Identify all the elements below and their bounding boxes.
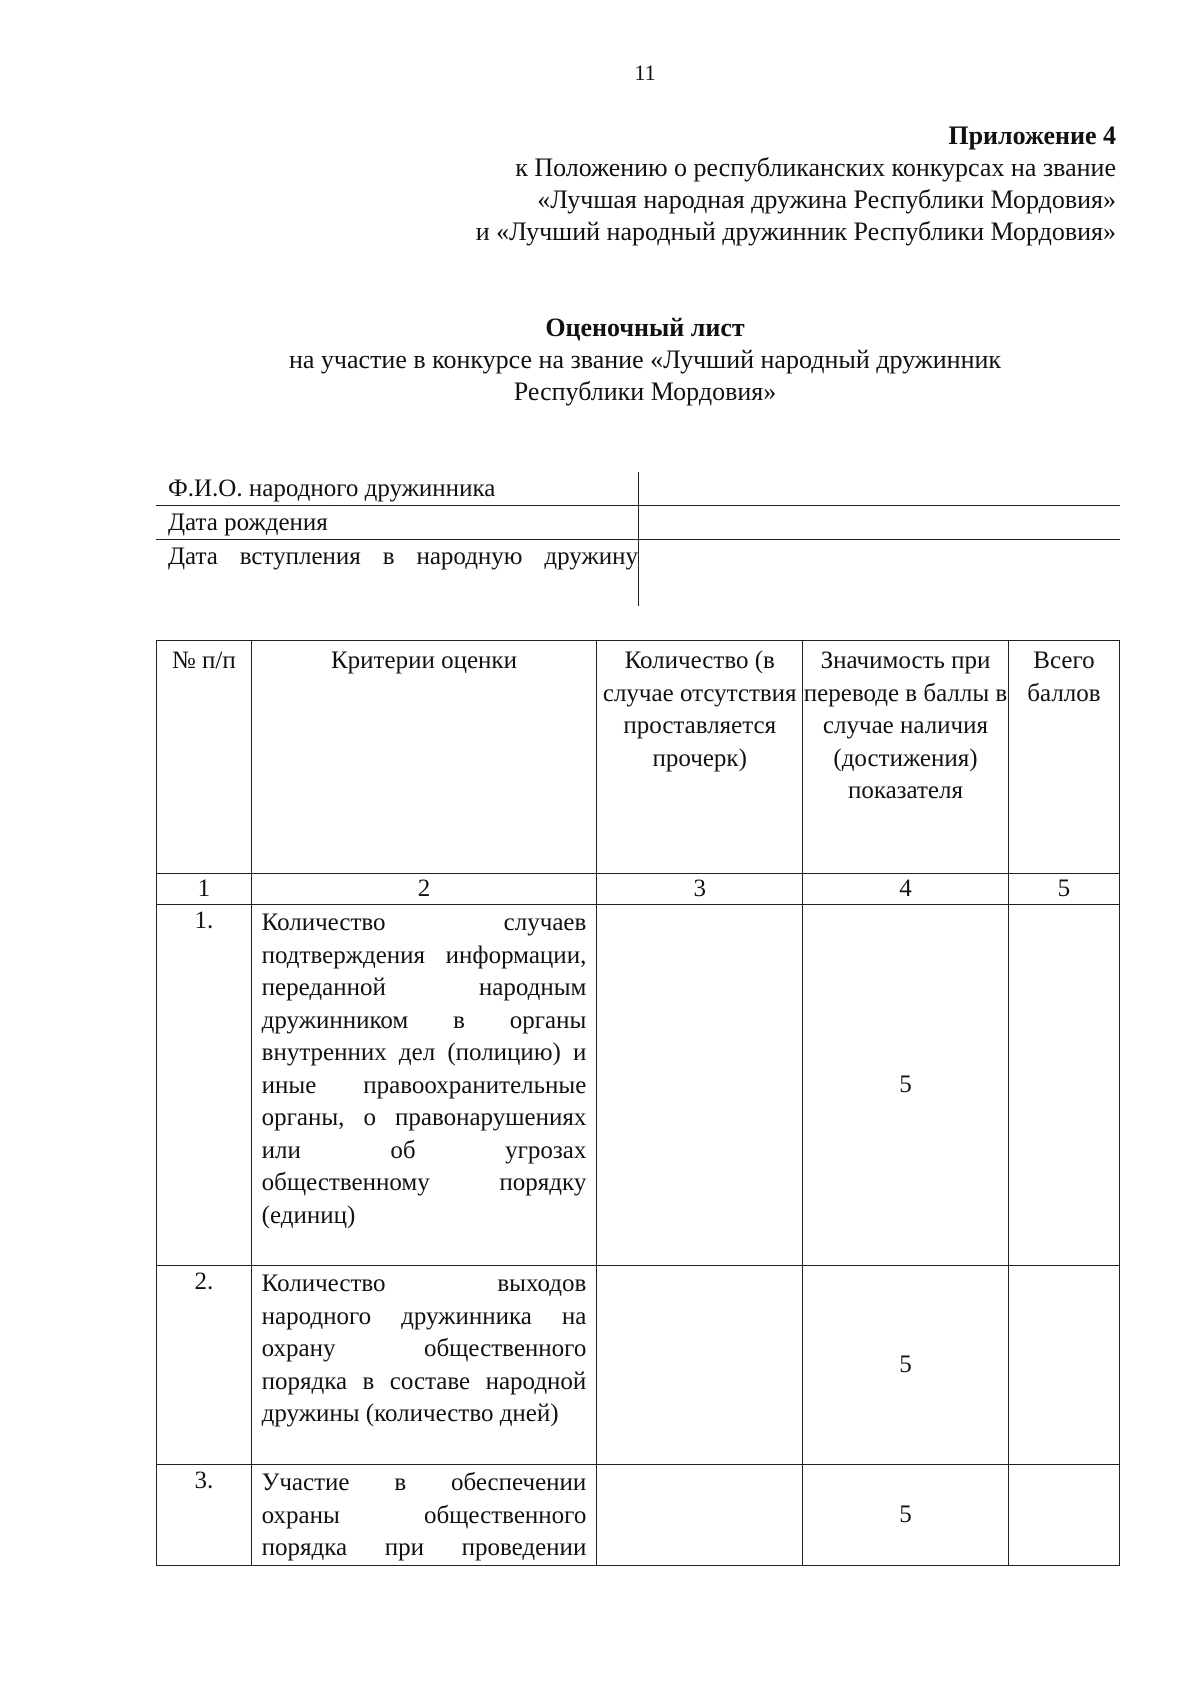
header-cell-quantity: Количество (в случае отсутствия проставляется прочерк) <box>597 641 803 874</box>
row-number: 2. <box>157 1266 252 1465</box>
total-cell[interactable] <box>1008 1266 1119 1465</box>
row-number: 1. <box>157 905 252 1266</box>
page-number: 11 <box>634 60 656 85</box>
info-value-field[interactable] <box>639 472 1121 506</box>
column-number: 5 <box>1008 874 1119 905</box>
quantity-cell[interactable] <box>597 1266 803 1465</box>
info-label: Ф.И.О. народного дружинника <box>156 472 639 506</box>
row-number: 3. <box>157 1465 252 1566</box>
column-number: 2 <box>251 874 597 905</box>
evaluation-sheet-heading <box>0 312 1200 408</box>
appendix-title: Приложение 4 <box>948 121 1116 150</box>
criterion-text: Участие в обеспечении охраны общественного порядка при проведении <box>251 1465 597 1566</box>
info-row-birthdate <box>156 506 1120 540</box>
quantity-cell[interactable] <box>597 1465 803 1566</box>
weight-cell: 5 <box>803 1266 1009 1465</box>
column-number: 3 <box>597 874 803 905</box>
criterion-text: Количество выходов народного дружинника на охрану общественного порядка в составе народной дружины (количество дней) <box>251 1266 597 1465</box>
table-row <box>157 905 1120 1266</box>
header-cell-number: № п/п <box>157 641 252 874</box>
participant-info-table <box>156 472 1120 606</box>
quantity-cell[interactable] <box>597 905 803 1266</box>
weight-cell: 5 <box>803 905 1009 1266</box>
weight-cell: 5 <box>803 1465 1009 1566</box>
column-number: 1 <box>157 874 252 905</box>
info-value-field[interactable] <box>639 540 1121 607</box>
sheet-title: Оценочный лист <box>545 313 745 342</box>
info-label: Дата рождения <box>156 506 639 540</box>
header-cell-weight: Значимость при переводе в баллы в случае наличия (достижения) показателя <box>803 641 1009 874</box>
criterion-text: Количество случаев подтверждения информации, переданной народным дружинником в органы внутренних дел (полицию) и иные правоохранительные органы, о правонарушениях или об угрозах общественному порядку (единиц) <box>251 905 597 1266</box>
table-header-row <box>157 641 1120 874</box>
info-value-field[interactable] <box>639 506 1121 540</box>
column-number: 4 <box>803 874 1009 905</box>
appendix-header <box>316 120 1116 248</box>
appendix-line: и «Лучший народный дружинник Республики Мордовия» <box>475 217 1116 246</box>
header-cell-total: Всего баллов <box>1008 641 1119 874</box>
table-row <box>157 1266 1120 1465</box>
info-row-name <box>156 472 1120 506</box>
sheet-subtitle: на участие в конкурсе на звание «Лучший народный дружинник Республики Мордовия» <box>288 345 1002 406</box>
table-row <box>157 1465 1120 1566</box>
info-row-join-date <box>156 540 1120 607</box>
total-cell[interactable] <box>1008 1465 1119 1566</box>
header-cell-criteria: Критерии оценки <box>251 641 597 874</box>
appendix-line: к Положению о республиканских конкурсах на звание <box>515 153 1116 182</box>
evaluation-table <box>156 640 1120 1566</box>
appendix-line: «Лучшая народная дружина Республики Мордовия» <box>537 185 1116 214</box>
column-number-row <box>157 874 1120 905</box>
info-label: Дата вступления в народную дружину <box>168 543 638 570</box>
total-cell[interactable] <box>1008 905 1119 1266</box>
